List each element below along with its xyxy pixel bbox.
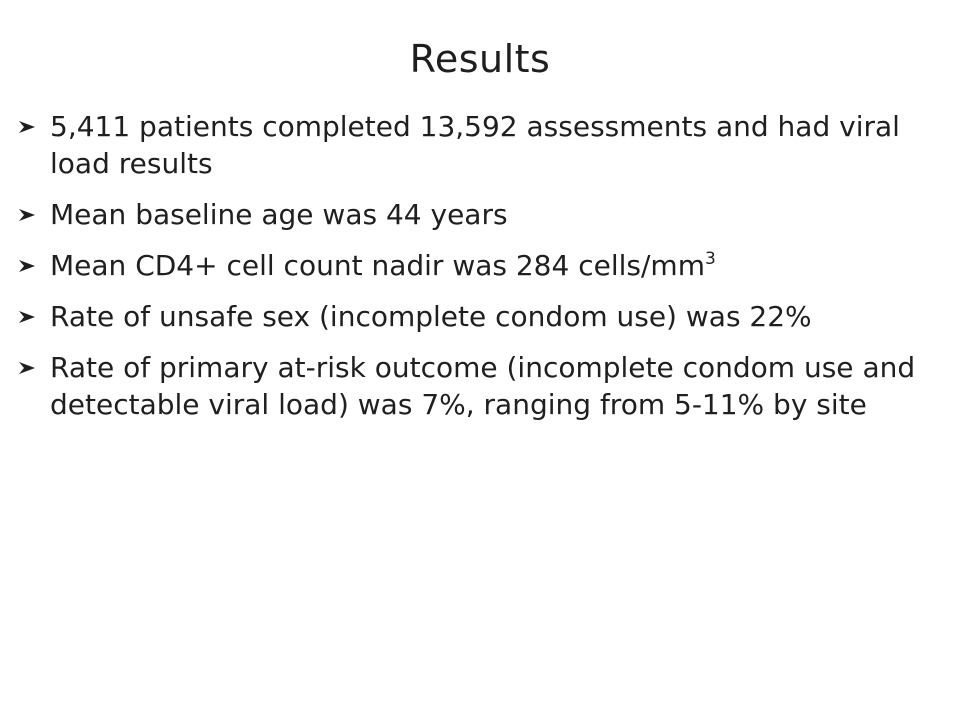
bullet-list (14, 108, 944, 437)
bullet-item (14, 108, 944, 182)
bullet-text: 5,411 patients completed 13,592 assessments and had viral load results (50, 110, 900, 180)
bullet-text: Rate of unsafe sex (incomplete condom use) was 22% (50, 300, 812, 333)
arrow-right-icon (18, 120, 36, 134)
arrow-right-icon (18, 208, 36, 222)
superscript: 3 (704, 249, 716, 269)
bullet-item (14, 247, 944, 284)
bullet-text: Mean baseline age was 44 years (50, 198, 508, 231)
bullet-item (14, 196, 944, 233)
bullet-item (14, 349, 944, 423)
arrow-right-icon (18, 310, 36, 324)
arrow-right-icon (18, 259, 36, 273)
slide-title: Results (409, 37, 551, 81)
bullet-item (14, 298, 944, 335)
bullet-text: Mean CD4+ cell count nadir was 284 cells/mm (50, 249, 705, 282)
bullet-text: Rate of primary at-risk outcome (incomplete condom use and detectable viral load) was 7%, ranging from 5-11% by site (50, 351, 916, 421)
arrow-right-icon (18, 361, 36, 375)
